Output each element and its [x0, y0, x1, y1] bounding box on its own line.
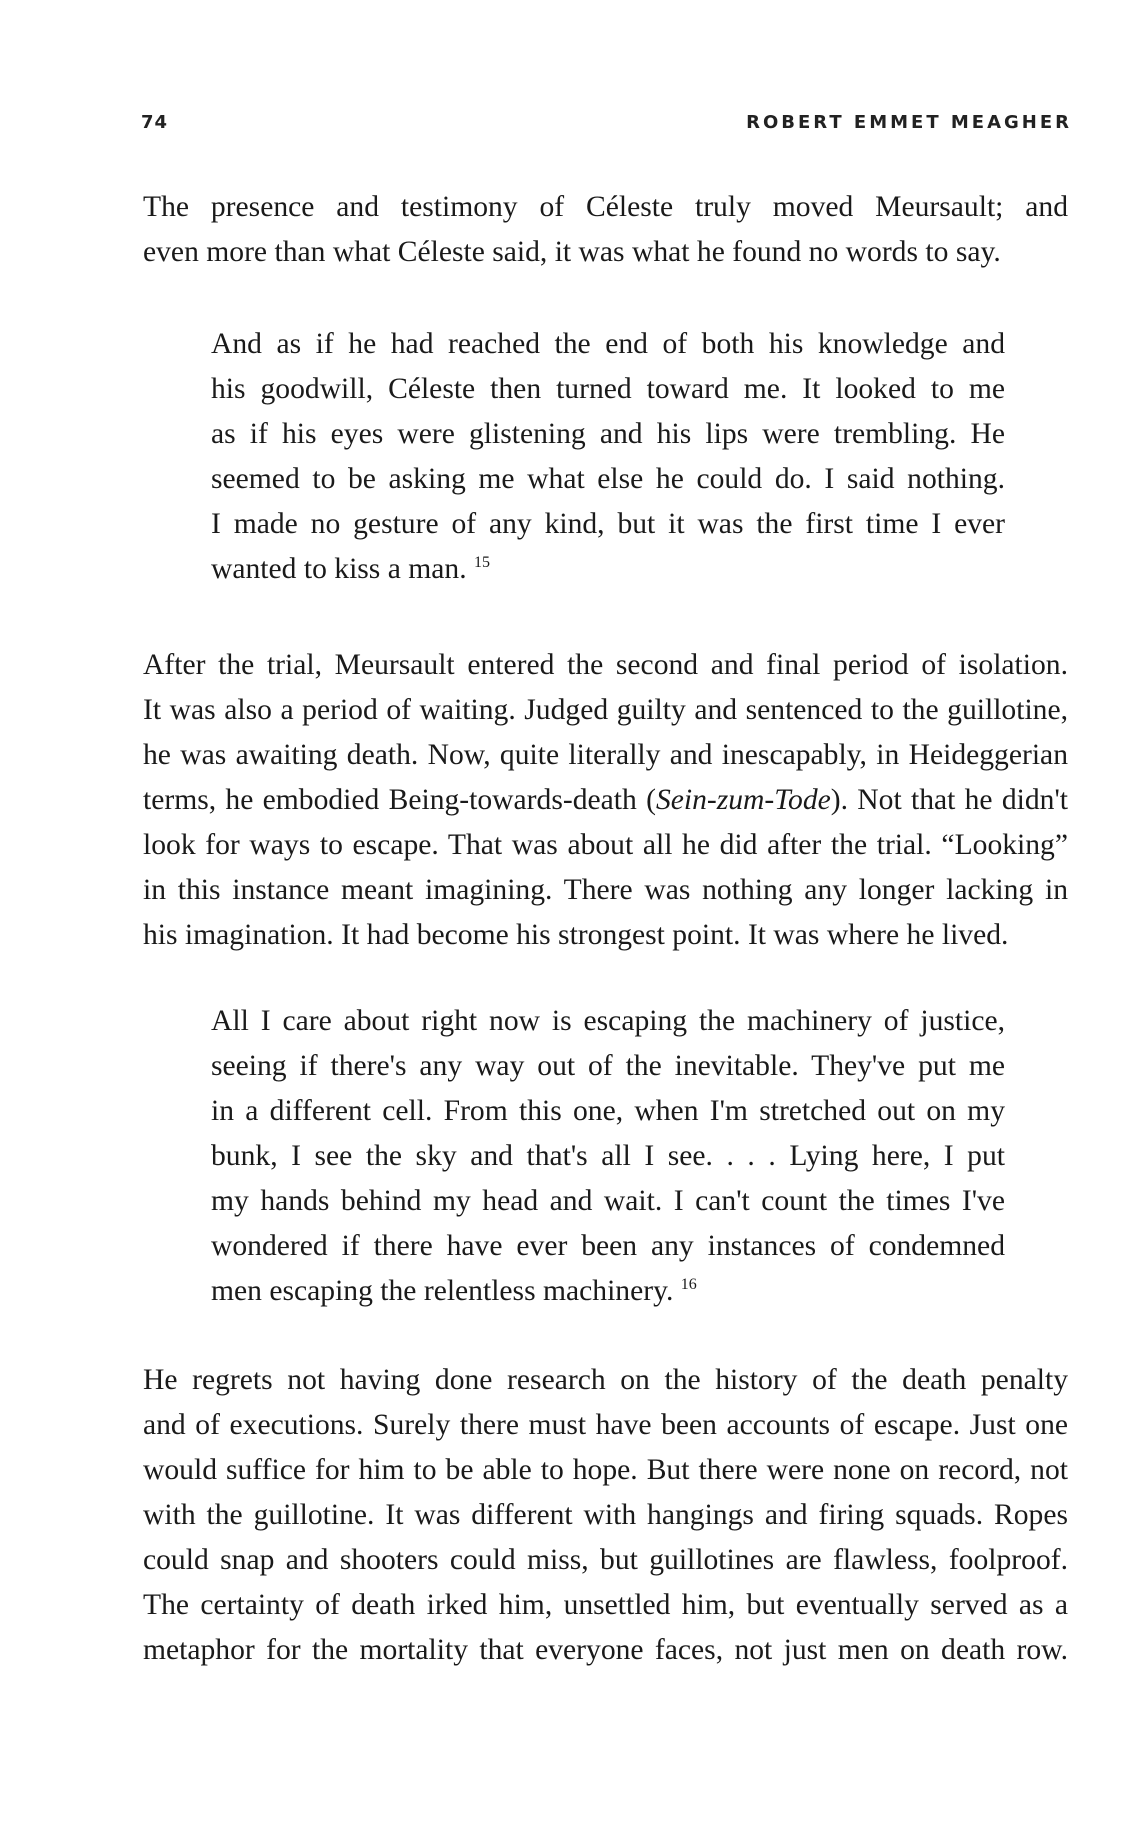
quote-line: seeing if there's any way out of the inevitable. They've put me	[211, 1050, 1005, 1082]
quote-line: seemed to be asking me what else he could do. I said nothing.	[211, 463, 1005, 495]
text-line: and of executions. Surely there must have been accounts of escape. Just one	[143, 1409, 1068, 1441]
quote-line: I made no gesture of any kind, but it was the first time I ever	[211, 508, 1005, 540]
text-line: he was awaiting death. Now, quite literally and inescapably, in Heideggerian	[143, 739, 1068, 771]
text-line-with-italic	[143, 778, 1068, 823]
italic-term-sein-zum-tode: Sein-zum-Tode	[655, 784, 831, 816]
quote-line: his goodwill, Céleste then turned toward me. It looked to me	[211, 373, 1005, 405]
text-line: even more than what Céleste said, it was what he found no words to say.	[143, 236, 1001, 268]
block-quote-escape	[211, 999, 1005, 1314]
quote-line-text: men escaping the relentless machinery.	[211, 1275, 674, 1307]
paragraph-death-penalty	[143, 1358, 1068, 1673]
footnote-marker: 15	[474, 554, 491, 572]
quote-line: And as if he had reached the end of both his knowledge and	[211, 328, 1005, 360]
text-line: The certainty of death irked him, unsettled him, but eventually served as a	[143, 1589, 1068, 1621]
quote-line-text: wanted to kiss a man.	[211, 553, 467, 585]
text-line: would suffice for him to be able to hope. But there were none on record, not	[143, 1454, 1068, 1486]
text-line: He regrets not having done research on the history of the death penalty	[143, 1364, 1068, 1396]
running-head	[141, 112, 1072, 142]
quote-line: as if his eyes were glistening and his lips were trembling. He	[211, 418, 1005, 450]
quote-line-last	[211, 1269, 1005, 1314]
block-quote-celeste	[211, 322, 1005, 592]
quote-line: in a different cell. From this one, when I'm stretched out on my	[211, 1095, 1005, 1127]
text-segment: ). Not that he didn't	[830, 784, 1069, 816]
text-line: in this instance meant imagining. There was nothing any longer lacking in	[143, 874, 1068, 906]
running-head-author: ROBERT EMMET MEAGHER	[746, 112, 1072, 133]
quote-line: my hands behind my head and wait. I can't count the times I've	[211, 1185, 1005, 1217]
page-number: 74	[141, 112, 169, 133]
text-line: with the guillotine. It was different with hangings and firing squads. Ropes	[143, 1499, 1068, 1531]
text-line: his imagination. It had become his strongest point. It was where he lived.	[143, 919, 1009, 951]
text-segment: terms, he embodied Being-towards-death (	[143, 784, 656, 816]
text-line: look for ways to escape. That was about all he did after the trial. “Looking”	[143, 829, 1068, 861]
quote-line: bunk, I see the sky and that's all I see. . . . Lying here, I put	[211, 1140, 1005, 1172]
text-line: It was also a period of waiting. Judged guilty and sentenced to the guillotine,	[143, 694, 1068, 726]
text-line: The presence and testimony of Céleste truly moved Meursault; and	[143, 191, 1068, 223]
paragraph-celeste-testimony	[143, 185, 1068, 275]
quote-line: All I care about right now is escaping the machinery of justice,	[211, 1005, 1005, 1037]
quote-line: wondered if there have ever been any instances of condemned	[211, 1230, 1005, 1262]
text-line: could snap and shooters could miss, but guillotines are flawless, foolproof.	[143, 1544, 1068, 1576]
text-line: After the trial, Meursault entered the second and final period of isolation.	[143, 649, 1068, 681]
footnote-marker: 16	[680, 1276, 697, 1294]
quote-line-last	[211, 547, 1005, 592]
paragraph-after-trial	[143, 643, 1068, 958]
text-line: metaphor for the mortality that everyone faces, not just men on death row.	[143, 1634, 1068, 1666]
